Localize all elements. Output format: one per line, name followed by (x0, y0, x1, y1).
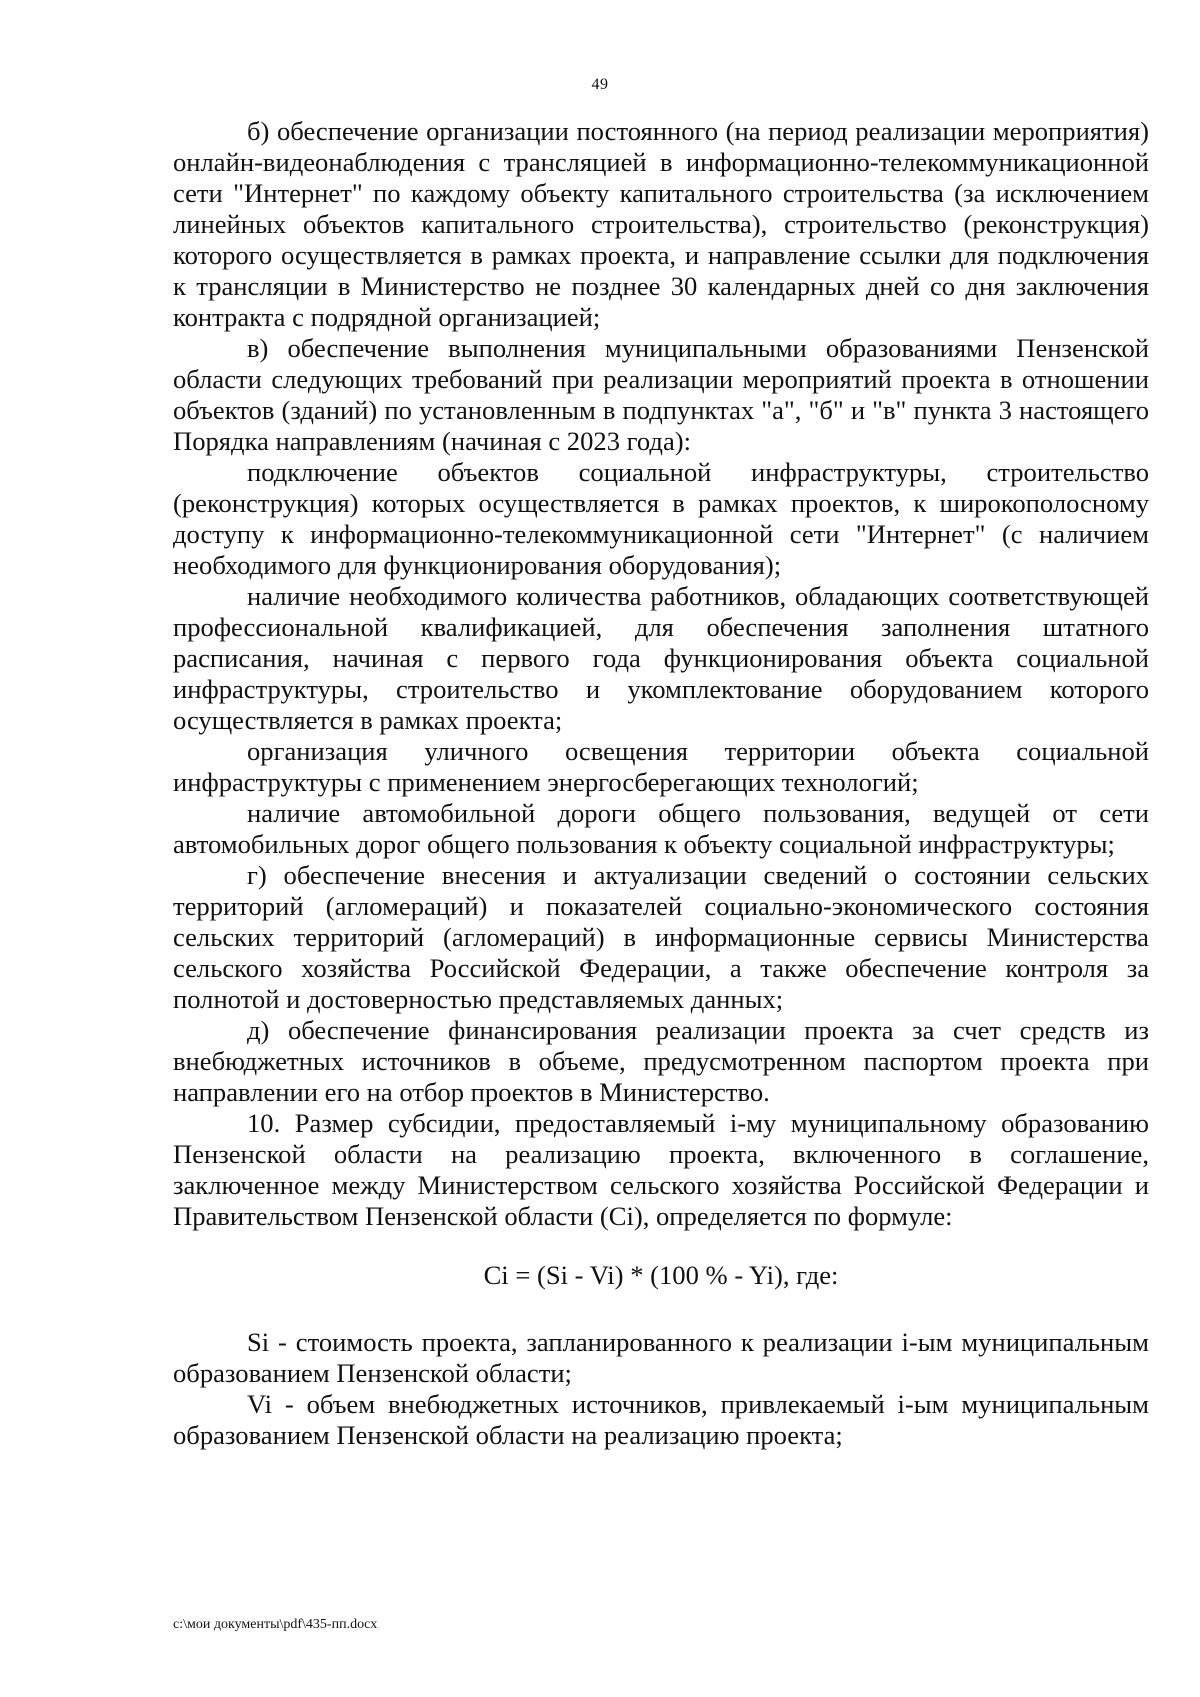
requirement-lighting: организация уличного освещения территории объекта социальной инфраструктуры с применением энергосберегающих технологий; (173, 736, 1149, 797)
requirement-staff: наличие необходимого количества работников, обладающих соответствующей профессиональной квалификацией, для обеспечения заполнения штатного расписания, начиная с первого года функционирования объекта социальной инфраструктуры, строительство и укомплектование оборудованием которого осуществляется в рамках проекта; (173, 581, 1149, 735)
definition-si: Si - стоимость проекта, запланированного к реализации i-ым муниципальным образованием Пензенской области; (173, 1327, 1149, 1388)
paragraph-v: в) обеспечение выполнения муниципальными образованиями Пензенской области следующих требований при реализации мероприятий проекта в отношении объектов (зданий) по установленным в подпунктах "а", "б" и "в" пункта 3 настоящего Порядка направлениям (начиная с 2023 года): (173, 333, 1149, 456)
requirement-road: наличие автомобильной дороги общего пользования, ведущей от сети автомобильных дорог общего пользования к объекту социальной инфраструктуры; (173, 798, 1149, 859)
document-body (173, 116, 1149, 1451)
requirement-internet: подключение объектов социальной инфраструктуры, строительство (реконструкция) которых осуществляется в рамках проектов, к широкополосному доступу к информационно-телекоммуникационной сети "Интернет" (с наличием необходимого для функционирования оборудования); (173, 457, 1149, 580)
paragraph-b: б) обеспечение организации постоянного (на период реализации мероприятия) онлайн-видеонаблюдения с трансляцией в информационно-телекоммуникационной сети "Интернет" по каждому объекту капитального строительства (за исключением линейных объектов капитального строительства), строительство (реконструкция) которого осуществляется в рамках проекта, и направление ссылки для подключения к трансляции в Министерство не позднее 30 календарных дней со дня заключения контракта с подрядной организацией; (173, 116, 1149, 332)
paragraph-10: 10. Размер субсидии, предоставляемый i-му муниципальному образованию Пензенской области на реализацию проекта, включенного в соглашение, заключенное между Министерством сельского хозяйства Российской Федерации и Правительством Пензенской области (Ci), определяется по формуле: (173, 1108, 1149, 1231)
page-number: 49 (591, 76, 609, 93)
subsidy-formula: Ci = (Si - Vi) * (100 % - Yi), где: (483, 1260, 839, 1290)
paragraph-g: г) обеспечение внесения и актуализации сведений о состоянии сельских территорий (агломераций) и показателей социально-экономического состояния сельских территорий (агломераций) в информационные сервисы Министерства сельского хозяйства Российской Федерации, а также обеспечение контроля за полнотой и достоверностью представляемых данных; (173, 860, 1149, 1014)
definition-vi: Vi - объем внебюджетных источников, привлекаемый i-ым муниципальным образованием Пензенской области на реализацию проекта; (173, 1389, 1149, 1450)
footer-file-path: c:\мои документы\pdf\435-пп.docx (173, 1617, 378, 1632)
paragraph-d: д) обеспечение финансирования реализации проекта за счет средств из внебюджетных источников в объеме, предусмотренном паспортом проекта при направлении его на отбор проектов в Министерство. (173, 1015, 1149, 1107)
